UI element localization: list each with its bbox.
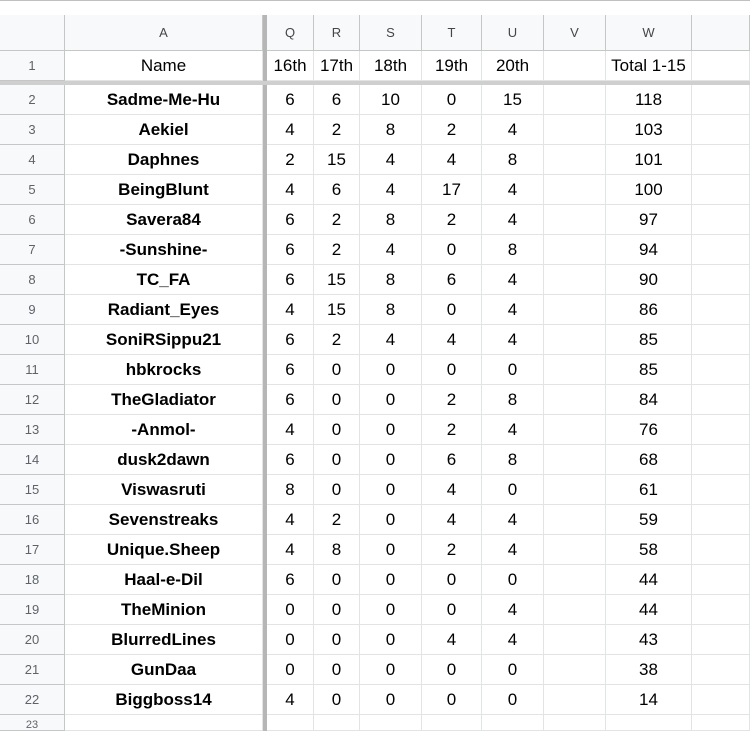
table-row [0, 415, 750, 445]
score-16th-cell[interactable]: 0 [267, 595, 314, 625]
empty-cell[interactable] [692, 625, 750, 655]
total-1-15-cell[interactable]: 68 [606, 445, 692, 475]
row-number[interactable]: 15 [0, 475, 65, 505]
score-16th-cell[interactable]: 4 [267, 175, 314, 205]
table-row [0, 505, 750, 535]
score-19th-cell[interactable]: 17 [422, 175, 482, 205]
score-20th-cell[interactable]: 8 [482, 445, 544, 475]
row-number[interactable]: 5 [0, 175, 65, 205]
score-17th-cell[interactable]: 6 [314, 175, 360, 205]
empty-cell[interactable] [544, 235, 606, 265]
total-1-15-cell[interactable]: 76 [606, 415, 692, 445]
score-16th-cell[interactable]: 6 [267, 85, 314, 115]
score-19th-cell[interactable]: 4 [422, 625, 482, 655]
score-18th-cell[interactable]: 0 [360, 535, 422, 565]
player-name-cell[interactable]: GunDaa [65, 655, 263, 685]
score-20th-cell[interactable]: 4 [482, 595, 544, 625]
score-18th-cell[interactable]: 8 [360, 205, 422, 235]
score-19th-cell[interactable]: 4 [422, 325, 482, 355]
header-u-cell[interactable]: 20th [482, 51, 544, 81]
empty-cell[interactable] [692, 175, 750, 205]
row-number[interactable]: 18 [0, 565, 65, 595]
player-name-cell[interactable]: Radiant_Eyes [65, 295, 263, 325]
empty-cell[interactable] [692, 445, 750, 475]
column-header-q[interactable]: Q [267, 15, 314, 51]
empty-cell[interactable] [692, 655, 750, 685]
player-name-cell[interactable]: Sadme-Me-Hu [65, 85, 263, 115]
empty-cell[interactable] [692, 685, 750, 715]
score-20th-cell[interactable]: 4 [482, 265, 544, 295]
empty-cell[interactable] [692, 115, 750, 145]
score-17th-cell[interactable]: 8 [314, 535, 360, 565]
score-19th-cell[interactable]: 2 [422, 115, 482, 145]
total-1-15-cell[interactable]: 118 [606, 85, 692, 115]
empty-cell[interactable] [544, 565, 606, 595]
score-16th-cell[interactable]: 4 [267, 685, 314, 715]
empty-cell[interactable] [544, 295, 606, 325]
empty-cell[interactable] [692, 325, 750, 355]
empty-cell[interactable] [544, 355, 606, 385]
score-17th-cell[interactable]: 2 [314, 115, 360, 145]
score-17th-cell[interactable]: 2 [314, 325, 360, 355]
empty-cell[interactable] [544, 415, 606, 445]
empty-cell[interactable] [544, 325, 606, 355]
score-20th-cell[interactable]: 4 [482, 115, 544, 145]
column-header-t[interactable]: T [422, 15, 482, 51]
score-20th-cell[interactable]: 4 [482, 205, 544, 235]
score-18th-cell[interactable]: 0 [360, 625, 422, 655]
table-row [0, 205, 750, 235]
row-number[interactable]: 19 [0, 595, 65, 625]
header-q-cell[interactable]: 16th [267, 51, 314, 81]
player-name-cell[interactable]: hbkrocks [65, 355, 263, 385]
empty-cell[interactable] [692, 385, 750, 415]
score-17th-cell[interactable]: 0 [314, 475, 360, 505]
score-18th-cell[interactable]: 0 [360, 385, 422, 415]
empty-cell[interactable] [544, 535, 606, 565]
column-header-v[interactable]: V [544, 15, 606, 51]
empty-cell[interactable] [692, 475, 750, 505]
row-number[interactable]: 12 [0, 385, 65, 415]
score-18th-cell[interactable]: 0 [360, 595, 422, 625]
row-number[interactable]: 20 [0, 625, 65, 655]
table-row [0, 175, 750, 205]
score-20th-cell[interactable]: 4 [482, 175, 544, 205]
empty-cell[interactable] [544, 115, 606, 145]
score-18th-cell[interactable]: 8 [360, 115, 422, 145]
player-name-cell[interactable]: Haal-e-Dil [65, 565, 263, 595]
player-name-cell[interactable]: BlurredLines [65, 625, 263, 655]
score-18th-cell[interactable]: 4 [360, 145, 422, 175]
score-16th-cell[interactable]: 6 [267, 385, 314, 415]
row-number[interactable]: 7 [0, 235, 65, 265]
row-number[interactable]: 10 [0, 325, 65, 355]
score-19th-cell[interactable]: 4 [422, 145, 482, 175]
table-row [0, 625, 750, 655]
table-row [0, 145, 750, 175]
score-16th-cell[interactable]: 8 [267, 475, 314, 505]
player-name-cell[interactable]: Sevenstreaks [65, 505, 263, 535]
header-w-cell[interactable]: Total 1-15 [606, 51, 692, 81]
score-17th-cell[interactable]: 15 [314, 145, 360, 175]
row-number[interactable]: 9 [0, 295, 65, 325]
table-row [0, 565, 750, 595]
score-20th-cell[interactable]: 4 [482, 625, 544, 655]
score-20th-cell[interactable]: 0 [482, 685, 544, 715]
score-19th-cell[interactable]: 0 [422, 295, 482, 325]
table-row [0, 265, 750, 295]
score-20th-cell[interactable]: 0 [482, 475, 544, 505]
player-name-cell[interactable]: SoniRSippu21 [65, 325, 263, 355]
row-number[interactable]: 16 [0, 505, 65, 535]
total-1-15-cell[interactable]: 38 [606, 655, 692, 685]
score-20th-cell[interactable]: 15 [482, 85, 544, 115]
table-row [0, 445, 750, 475]
empty-cell[interactable] [544, 595, 606, 625]
header-v-cell[interactable] [544, 51, 606, 81]
total-1-15-cell[interactable]: 94 [606, 235, 692, 265]
row-number[interactable]: 22 [0, 685, 65, 715]
score-16th-cell[interactable]: 6 [267, 325, 314, 355]
score-19th-cell[interactable]: 0 [422, 655, 482, 685]
header-name-cell[interactable]: Name [65, 51, 263, 81]
score-19th-cell[interactable]: 0 [422, 685, 482, 715]
score-16th-cell[interactable]: 4 [267, 115, 314, 145]
row-number[interactable]: 8 [0, 265, 65, 295]
row-number[interactable]: 23 [0, 715, 65, 731]
header-r-cell[interactable]: 17th [314, 51, 360, 81]
score-19th-cell[interactable]: 4 [422, 475, 482, 505]
score-17th-cell[interactable]: 0 [314, 625, 360, 655]
empty-cell[interactable] [692, 145, 750, 175]
score-16th-cell[interactable]: 6 [267, 205, 314, 235]
score-17th-cell[interactable]: 0 [314, 385, 360, 415]
score-16th-cell[interactable]: 6 [267, 265, 314, 295]
score-17th-cell[interactable]: 0 [314, 655, 360, 685]
row-number[interactable]: 2 [0, 85, 65, 115]
score-19th-cell[interactable]: 6 [422, 445, 482, 475]
table-row [0, 295, 750, 325]
table-row [0, 685, 750, 715]
score-16th-cell[interactable]: 4 [267, 505, 314, 535]
empty-cell[interactable] [692, 415, 750, 445]
table-row [0, 85, 750, 115]
player-name-cell[interactable]: -Anmol- [65, 415, 263, 445]
column-header-row [0, 15, 750, 51]
total-1-15-cell[interactable]: 101 [606, 145, 692, 175]
score-16th-cell[interactable]: 4 [267, 295, 314, 325]
score-19th-cell[interactable]: 0 [422, 595, 482, 625]
score-18th-cell[interactable]: 8 [360, 295, 422, 325]
table-row [0, 535, 750, 565]
score-16th-cell[interactable]: 6 [267, 235, 314, 265]
score-16th-cell[interactable]: 6 [267, 565, 314, 595]
total-1-15-cell[interactable]: 85 [606, 325, 692, 355]
score-17th-cell[interactable]: 0 [314, 685, 360, 715]
score-17th-cell[interactable]: 15 [314, 295, 360, 325]
empty-cell[interactable] [544, 655, 606, 685]
table-row [0, 235, 750, 265]
score-19th-cell[interactable]: 0 [422, 235, 482, 265]
empty-cell[interactable] [544, 685, 606, 715]
player-name-cell[interactable]: Biggboss14 [65, 685, 263, 715]
row-number[interactable]: 21 [0, 655, 65, 685]
score-18th-cell[interactable]: 0 [360, 655, 422, 685]
column-header-next[interactable] [692, 15, 750, 51]
score-16th-cell[interactable]: 4 [267, 535, 314, 565]
empty-cell[interactable] [544, 505, 606, 535]
score-18th-cell[interactable]: 4 [360, 175, 422, 205]
table-row [0, 595, 750, 625]
total-1-15-cell[interactable]: 100 [606, 175, 692, 205]
empty-cell[interactable] [544, 265, 606, 295]
player-name-cell[interactable]: TheMinion [65, 595, 263, 625]
score-16th-cell[interactable]: 6 [267, 355, 314, 385]
column-header-u[interactable]: U [482, 15, 544, 51]
player-name-cell[interactable]: Savera84 [65, 205, 263, 235]
total-1-15-cell[interactable]: 85 [606, 355, 692, 385]
table-row [0, 385, 750, 415]
score-20th-cell[interactable]: 4 [482, 325, 544, 355]
row-number[interactable]: 1 [0, 51, 65, 81]
select-all-corner[interactable] [0, 15, 65, 51]
score-18th-cell[interactable]: 0 [360, 565, 422, 595]
header-t-cell[interactable]: 19th [422, 51, 482, 81]
score-17th-cell[interactable]: 0 [314, 415, 360, 445]
score-20th-cell[interactable]: 8 [482, 145, 544, 175]
score-19th-cell[interactable]: 2 [422, 385, 482, 415]
empty-cell[interactable] [692, 595, 750, 625]
column-header-s[interactable]: S [360, 15, 422, 51]
table-header-row [0, 51, 750, 81]
total-1-15-cell[interactable]: 58 [606, 535, 692, 565]
empty-cell[interactable] [692, 235, 750, 265]
row-number[interactable]: 17 [0, 535, 65, 565]
score-20th-cell[interactable]: 0 [482, 565, 544, 595]
table-row [0, 655, 750, 685]
player-name-cell[interactable]: dusk2dawn [65, 445, 263, 475]
empty-cell[interactable] [544, 85, 606, 115]
score-20th-cell[interactable]: 4 [482, 505, 544, 535]
total-1-15-cell[interactable]: 43 [606, 625, 692, 655]
score-18th-cell[interactable]: 0 [360, 415, 422, 445]
empty-cell[interactable] [692, 535, 750, 565]
row-number[interactable]: 6 [0, 205, 65, 235]
column-header-r[interactable]: R [314, 15, 360, 51]
score-18th-cell[interactable]: 0 [360, 685, 422, 715]
score-20th-cell[interactable]: 8 [482, 235, 544, 265]
table-row [0, 115, 750, 145]
total-1-15-cell[interactable]: 44 [606, 595, 692, 625]
column-header-w[interactable]: W [606, 15, 692, 51]
empty-cell[interactable] [692, 51, 750, 81]
score-17th-cell[interactable]: 0 [314, 445, 360, 475]
score-17th-cell[interactable]: 15 [314, 265, 360, 295]
empty-cell[interactable] [544, 145, 606, 175]
total-1-15-cell[interactable]: 61 [606, 475, 692, 505]
score-18th-cell[interactable]: 0 [360, 445, 422, 475]
score-16th-cell[interactable]: 2 [267, 145, 314, 175]
empty-cell[interactable] [544, 205, 606, 235]
score-19th-cell[interactable]: 4 [422, 505, 482, 535]
score-16th-cell[interactable]: 6 [267, 445, 314, 475]
row-number[interactable]: 11 [0, 355, 65, 385]
score-19th-cell[interactable]: 2 [422, 205, 482, 235]
player-name-cell[interactable]: Aekiel [65, 115, 263, 145]
player-name-cell[interactable]: -Sunshine- [65, 235, 263, 265]
empty-cell[interactable] [544, 385, 606, 415]
score-20th-cell[interactable]: 4 [482, 415, 544, 445]
score-18th-cell[interactable]: 4 [360, 235, 422, 265]
score-19th-cell[interactable]: 0 [422, 85, 482, 115]
score-17th-cell[interactable]: 2 [314, 235, 360, 265]
score-17th-cell[interactable]: 0 [314, 595, 360, 625]
score-17th-cell[interactable]: 6 [314, 85, 360, 115]
empty-cell[interactable] [692, 565, 750, 595]
row-number[interactable]: 3 [0, 115, 65, 145]
empty-cell[interactable] [544, 475, 606, 505]
score-19th-cell[interactable]: 2 [422, 535, 482, 565]
score-17th-cell[interactable]: 0 [314, 355, 360, 385]
total-1-15-cell[interactable]: 44 [606, 565, 692, 595]
total-1-15-cell[interactable]: 14 [606, 685, 692, 715]
score-18th-cell[interactable]: 8 [360, 265, 422, 295]
total-1-15-cell[interactable]: 86 [606, 295, 692, 325]
score-16th-cell[interactable]: 0 [267, 655, 314, 685]
empty-cell[interactable] [692, 505, 750, 535]
row-number[interactable]: 4 [0, 145, 65, 175]
score-18th-cell[interactable]: 10 [360, 85, 422, 115]
table-row [0, 355, 750, 385]
total-1-15-cell[interactable]: 97 [606, 205, 692, 235]
score-20th-cell[interactable]: 0 [482, 655, 544, 685]
player-name-cell[interactable]: TC_FA [65, 265, 263, 295]
empty-cell[interactable] [692, 205, 750, 235]
score-17th-cell[interactable]: 0 [314, 565, 360, 595]
score-20th-cell[interactable]: 0 [482, 355, 544, 385]
header-s-cell[interactable]: 18th [360, 51, 422, 81]
score-19th-cell[interactable]: 0 [422, 355, 482, 385]
empty-cell[interactable] [692, 85, 750, 115]
table-row [0, 325, 750, 355]
total-1-15-cell[interactable]: 90 [606, 265, 692, 295]
score-20th-cell[interactable]: 4 [482, 295, 544, 325]
player-name-cell[interactable]: BeingBlunt [65, 175, 263, 205]
total-1-15-cell[interactable]: 84 [606, 385, 692, 415]
score-16th-cell[interactable]: 0 [267, 625, 314, 655]
empty-cell[interactable] [692, 355, 750, 385]
player-name-cell[interactable]: Unique.Sheep [65, 535, 263, 565]
row-number[interactable]: 13 [0, 415, 65, 445]
empty-cell[interactable] [692, 295, 750, 325]
score-20th-cell[interactable]: 4 [482, 535, 544, 565]
empty-cell[interactable] [544, 175, 606, 205]
player-name-cell[interactable]: TheGladiator [65, 385, 263, 415]
total-1-15-cell[interactable]: 59 [606, 505, 692, 535]
total-1-15-cell[interactable]: 103 [606, 115, 692, 145]
score-19th-cell[interactable]: 6 [422, 265, 482, 295]
score-19th-cell[interactable]: 2 [422, 415, 482, 445]
player-name-cell[interactable]: Daphnes [65, 145, 263, 175]
score-18th-cell[interactable]: 0 [360, 355, 422, 385]
score-18th-cell[interactable]: 4 [360, 325, 422, 355]
empty-cell[interactable] [544, 445, 606, 475]
score-16th-cell[interactable]: 4 [267, 415, 314, 445]
empty-cell[interactable] [692, 265, 750, 295]
score-20th-cell[interactable]: 8 [482, 385, 544, 415]
column-header-a[interactable]: A [65, 15, 263, 51]
score-18th-cell[interactable]: 0 [360, 475, 422, 505]
score-18th-cell[interactable]: 0 [360, 505, 422, 535]
player-name-cell[interactable]: Viswasruti [65, 475, 263, 505]
score-17th-cell[interactable]: 2 [314, 205, 360, 235]
score-19th-cell[interactable]: 0 [422, 565, 482, 595]
empty-cell[interactable] [544, 625, 606, 655]
score-17th-cell[interactable]: 2 [314, 505, 360, 535]
table-row [0, 475, 750, 505]
row-number[interactable]: 14 [0, 445, 65, 475]
